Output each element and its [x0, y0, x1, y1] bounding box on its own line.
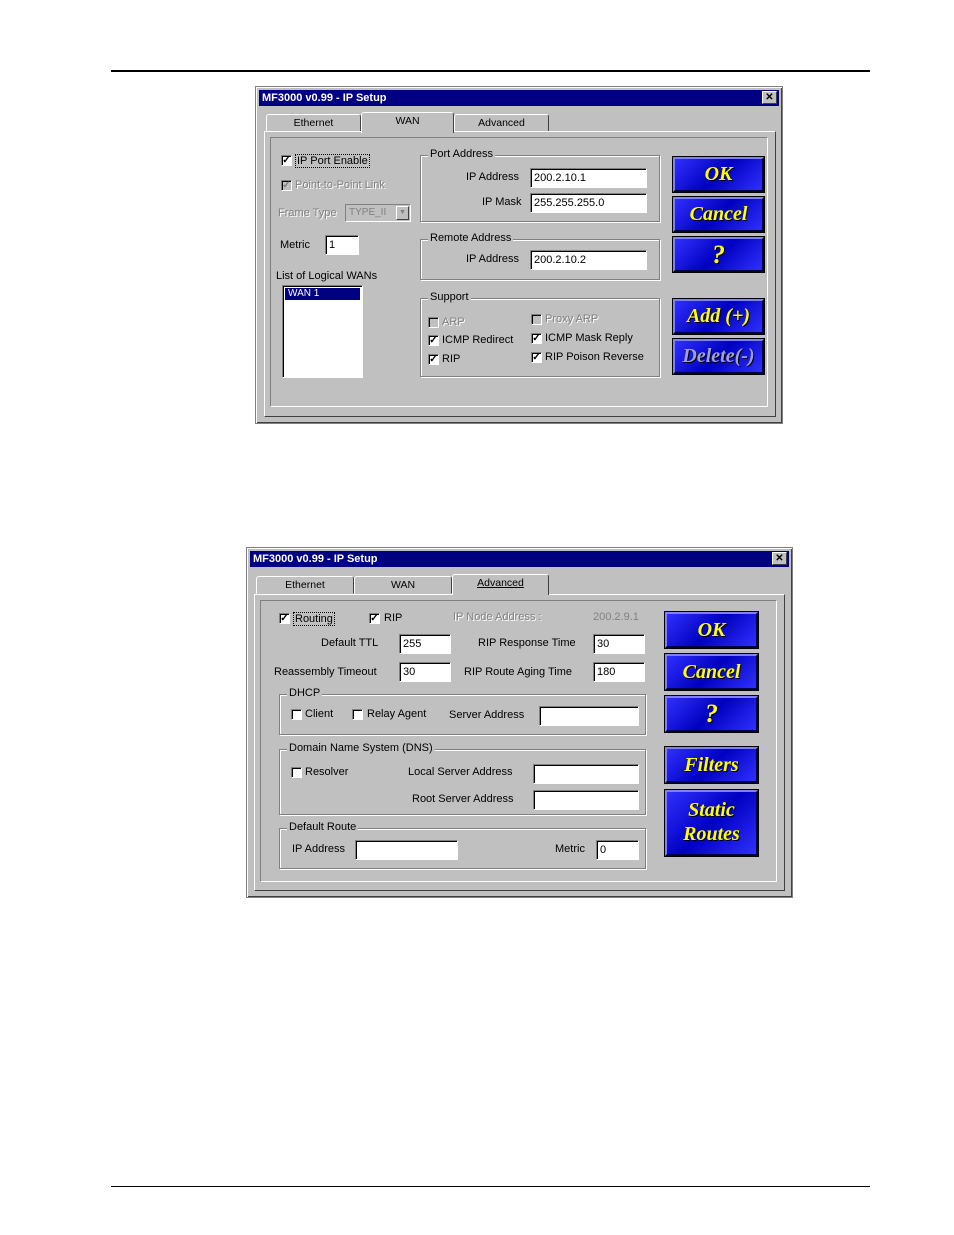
- rip-label: RIP: [442, 353, 461, 365]
- tab-label: Advanced: [477, 577, 524, 589]
- tab-label: Ethernet: [285, 579, 325, 591]
- help-button[interactable]: ?: [673, 237, 764, 272]
- dhcp-client-label: Client: [305, 708, 334, 720]
- proxy-arp-label: Proxy ARP: [545, 313, 599, 325]
- group-title: Default Route: [289, 821, 357, 833]
- reassembly-timeout-input[interactable]: 30: [399, 662, 451, 682]
- proxy-arp-checkbox[interactable]: [531, 314, 542, 325]
- rip-label: RIP: [384, 612, 403, 624]
- group-title: Domain Name System (DNS): [289, 742, 433, 754]
- window-title-bar: [250, 551, 789, 567]
- tab-label: Ethernet: [293, 117, 334, 129]
- frame-type-value: TYPE_II: [349, 207, 387, 218]
- arp-checkbox[interactable]: [428, 317, 439, 328]
- static-routes-button[interactable]: [665, 790, 758, 856]
- rip-aging-input[interactable]: 180: [593, 662, 645, 682]
- dhcp-client-checkbox[interactable]: [291, 709, 302, 720]
- root-server-label: Root Server Address: [412, 793, 514, 805]
- window-title: MF3000 v0.99 - IP Setup: [262, 92, 387, 104]
- root-server-input[interactable]: [533, 790, 639, 810]
- top-rule: [111, 70, 870, 72]
- tab-label: WAN: [395, 115, 420, 127]
- tab-wan[interactable]: [361, 112, 454, 133]
- routing-checkbox[interactable]: ✓: [280, 613, 289, 624]
- rip-checkbox[interactable]: ✓: [429, 354, 438, 365]
- icmp-mask-reply-label: ICMP Mask Reply: [545, 332, 633, 344]
- remote-ip-label: IP Address: [466, 253, 519, 265]
- cancel-button[interactable]: Cancel: [673, 197, 764, 232]
- rip-poison-reverse-checkbox[interactable]: ✓: [532, 352, 541, 363]
- ip-node-address-label: IP Node Address :: [453, 611, 542, 623]
- group-title: DHCP: [289, 687, 321, 699]
- metric-input[interactable]: 1: [325, 235, 359, 255]
- metric-label: Metric: [280, 239, 310, 251]
- ok-button[interactable]: OK: [665, 612, 758, 648]
- ip-address-label: IP Address: [466, 171, 519, 183]
- reassembly-timeout-label: Reassembly Timeout: [274, 666, 377, 678]
- remote-ip-input[interactable]: 200.2.10.2: [530, 250, 647, 270]
- relay-agent-label: Relay Agent: [367, 708, 427, 720]
- ip-port-enable-checkbox[interactable]: ✓: [282, 155, 291, 166]
- icmp-mask-reply-checkbox[interactable]: ✓: [532, 333, 541, 344]
- icmp-redirect-label: ICMP Redirect: [442, 334, 514, 346]
- close-icon[interactable]: ✕: [762, 91, 777, 104]
- tab-label: Advanced: [478, 117, 525, 129]
- resolver-checkbox[interactable]: [291, 767, 302, 778]
- group-title: Support: [430, 291, 469, 303]
- server-address-input[interactable]: [539, 706, 639, 726]
- point-to-point-checkbox[interactable]: ✓: [282, 180, 291, 191]
- local-server-input[interactable]: [533, 764, 639, 784]
- tab-ethernet[interactable]: [256, 576, 354, 594]
- tab-ethernet[interactable]: [266, 114, 361, 132]
- route-ip-label: IP Address: [292, 843, 345, 855]
- ip-address-input[interactable]: 200.2.10.1: [530, 168, 647, 188]
- routing-label: Routing: [295, 613, 333, 625]
- group-title: Port Address: [430, 148, 493, 160]
- frame-type-label: Frame Type: [278, 207, 337, 219]
- static-routes-label-line2: Routes: [683, 823, 740, 845]
- default-ttl-input[interactable]: 255: [399, 634, 451, 654]
- frame-type-select[interactable]: [345, 204, 411, 222]
- rip-checkbox[interactable]: ✓: [370, 613, 379, 624]
- dhcp-group: [279, 687, 646, 735]
- close-icon[interactable]: ✕: [772, 552, 787, 565]
- port-address-group: [420, 148, 660, 222]
- delete-button[interactable]: Delete(-): [673, 339, 764, 374]
- rip-response-input[interactable]: 30: [593, 634, 645, 654]
- static-routes-label-line1: Static: [688, 799, 735, 821]
- ip-setup-window-wan: [255, 86, 783, 424]
- ok-button[interactable]: OK: [673, 157, 764, 192]
- remote-address-group: [420, 232, 660, 280]
- help-button[interactable]: ?: [665, 696, 758, 732]
- ip-mask-input[interactable]: 255.255.255.0: [530, 193, 647, 213]
- icmp-redirect-checkbox[interactable]: ✓: [429, 335, 438, 346]
- chevron-down-icon[interactable]: ▼: [396, 206, 409, 220]
- rip-response-label: RIP Response Time: [478, 637, 576, 649]
- rip-aging-label: RIP Route Aging Time: [464, 666, 573, 678]
- tab-label: WAN: [390, 579, 416, 591]
- resolver-label: Resolver: [305, 766, 349, 778]
- support-group: [420, 291, 660, 377]
- cancel-button[interactable]: Cancel: [665, 654, 758, 690]
- add-button[interactable]: Add (+): [673, 299, 764, 334]
- default-ttl-label: Default TTL: [321, 637, 379, 649]
- tab-advanced[interactable]: [452, 574, 549, 595]
- arp-label: ARP: [442, 316, 465, 328]
- bottom-rule: [111, 1186, 870, 1187]
- filters-button[interactable]: Filters: [665, 747, 758, 783]
- point-to-point-label: Point-to-Point Link: [295, 179, 385, 191]
- tab-wan[interactable]: [354, 576, 452, 594]
- dns-group: [279, 742, 646, 815]
- ip-port-enable-label: IP Port Enable: [297, 155, 368, 167]
- list-item[interactable]: WAN 1: [285, 288, 360, 300]
- local-server-label: Local Server Address: [408, 766, 513, 778]
- server-address-label: Server Address: [449, 709, 525, 721]
- group-title: Remote Address: [430, 232, 512, 244]
- ip-setup-window-advanced: [246, 547, 793, 898]
- ip-mask-label: IP Mask: [482, 196, 522, 208]
- route-ip-input[interactable]: [355, 840, 458, 860]
- route-metric-label: Metric: [555, 843, 585, 855]
- ip-node-address-value: 200.2.9.1: [593, 611, 639, 623]
- rip-poison-reverse-label: RIP Poison Reverse: [545, 351, 644, 363]
- tab-advanced[interactable]: [454, 114, 549, 132]
- logical-wans-label: List of Logical WANs: [276, 270, 378, 282]
- window-title-bar: [259, 90, 779, 106]
- default-route-group: [279, 821, 646, 869]
- relay-agent-checkbox[interactable]: [352, 709, 363, 720]
- window-title: MF3000 v0.99 - IP Setup: [253, 553, 378, 565]
- logical-wans-list[interactable]: [282, 285, 363, 378]
- route-metric-input[interactable]: 0: [596, 840, 639, 860]
